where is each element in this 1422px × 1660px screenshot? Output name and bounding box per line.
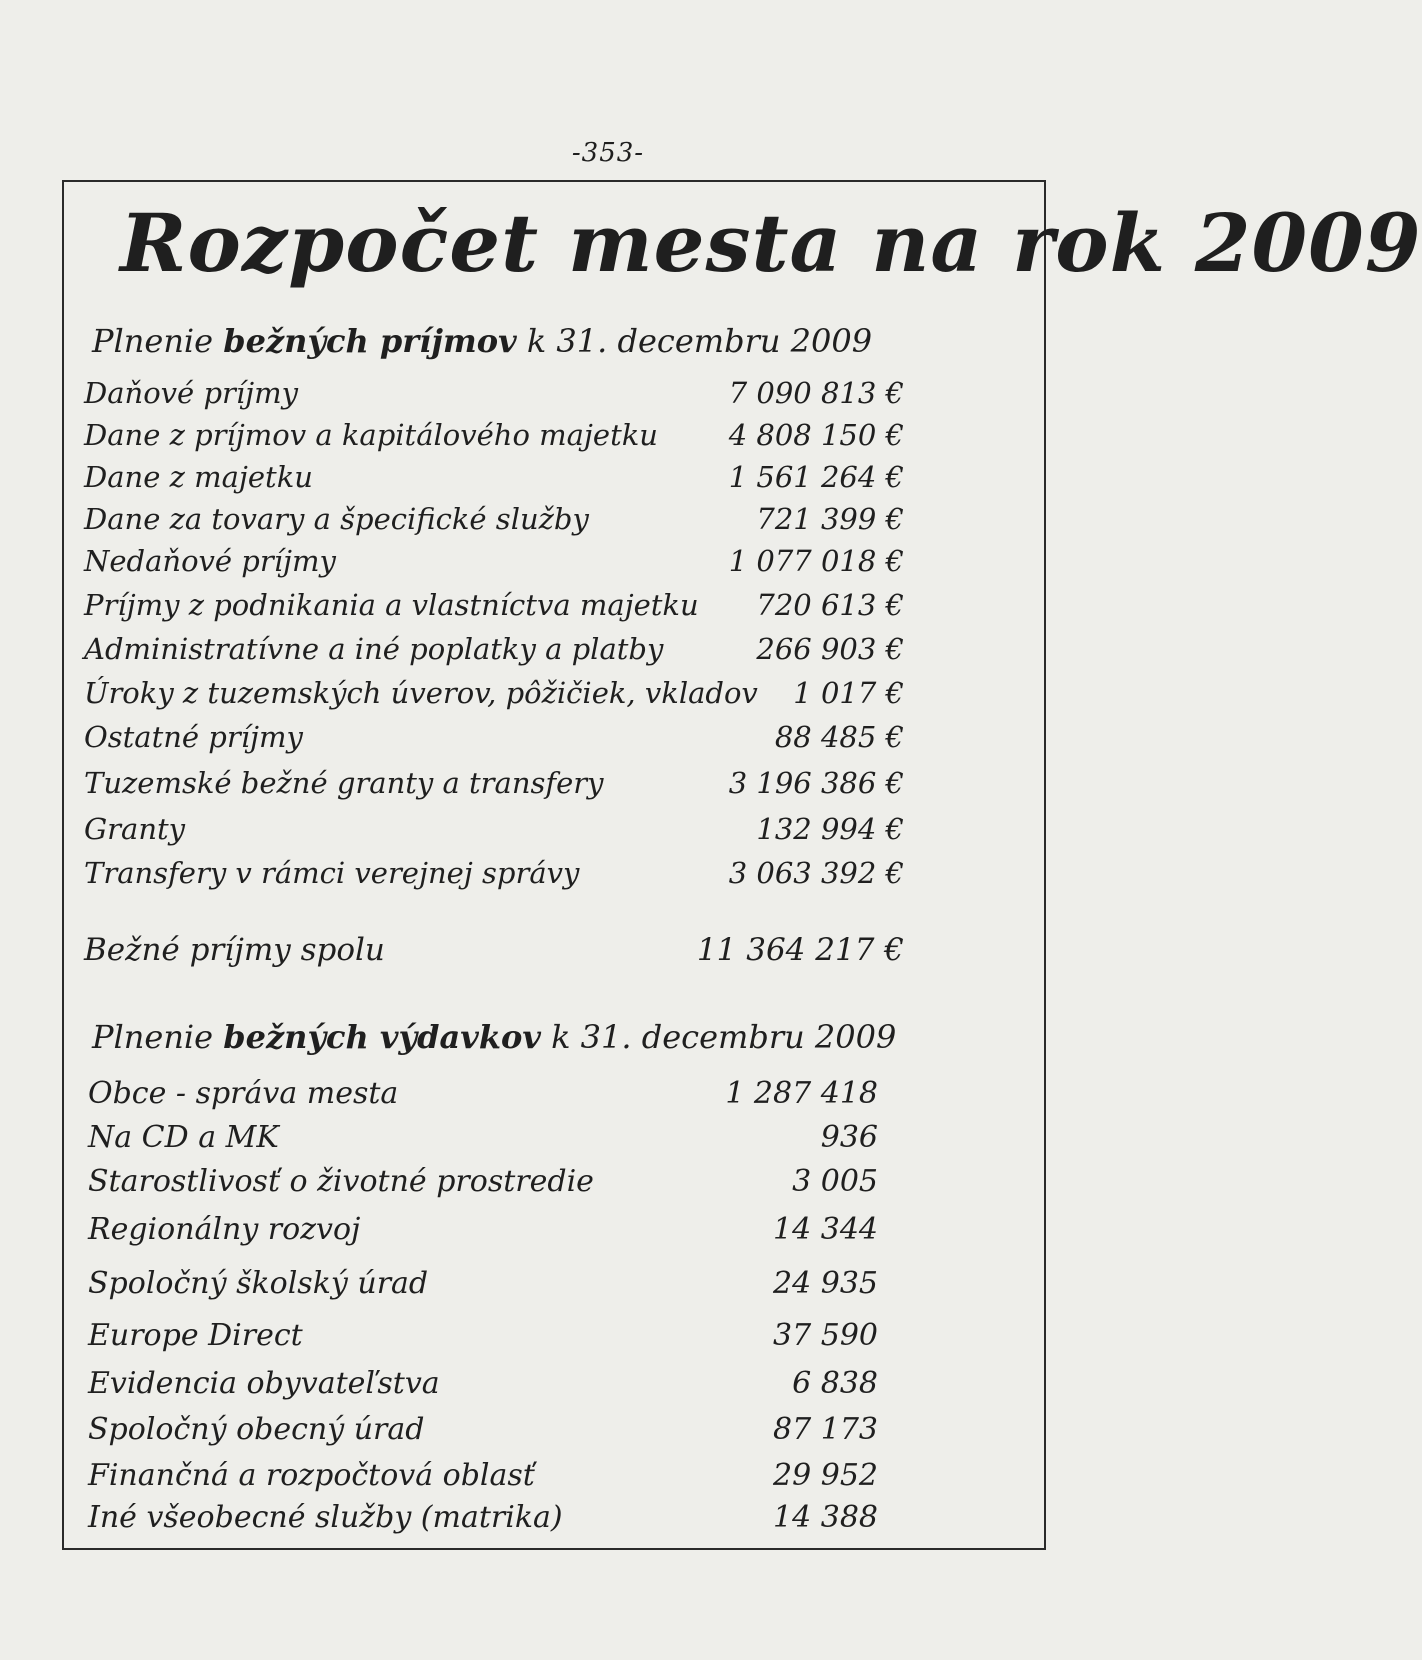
expenses-heading-bold: bežných výdavkov bbox=[223, 1018, 541, 1056]
expense-row bbox=[88, 1076, 878, 1116]
expense-value: 37 590 bbox=[773, 1318, 878, 1353]
expenses-heading-prefix: Plnenie bbox=[92, 1018, 214, 1056]
income-row bbox=[84, 856, 904, 896]
income-value: 266 903 € bbox=[756, 632, 904, 666]
expense-value: 87 173 bbox=[773, 1412, 878, 1447]
income-value: 3 063 392 € bbox=[728, 856, 904, 890]
expense-row bbox=[88, 1120, 878, 1160]
income-label: Príjmy z podnikania a vlastníctva majetku bbox=[84, 588, 699, 622]
expense-label: Europe Direct bbox=[88, 1318, 303, 1353]
income-value: 1 077 018 € bbox=[728, 544, 904, 578]
income-label: Administratívne a iné poplatky a platby bbox=[84, 632, 664, 666]
expense-label: Evidencia obyvateľstva bbox=[88, 1366, 440, 1401]
income-row bbox=[84, 632, 904, 672]
income-value: 132 994 € bbox=[756, 812, 904, 846]
income-label: Úroky z tuzemských úverov, pôžičiek, vkladov bbox=[84, 676, 758, 710]
income-total-value: 11 364 217 € bbox=[696, 932, 904, 968]
expense-label: Finančná a rozpočtová oblasť bbox=[88, 1458, 535, 1493]
income-label: Nedaňové príjmy bbox=[84, 544, 336, 578]
expense-row bbox=[88, 1458, 878, 1498]
expense-label: Regionálny rozvoj bbox=[88, 1212, 361, 1247]
page-number: -353- bbox=[571, 138, 645, 168]
expense-row bbox=[88, 1266, 878, 1306]
expense-row bbox=[88, 1318, 878, 1358]
expense-value: 6 838 bbox=[792, 1366, 878, 1401]
expense-value: 29 952 bbox=[773, 1458, 878, 1493]
income-row bbox=[84, 676, 904, 716]
expense-label: Spoločný obecný úrad bbox=[88, 1412, 425, 1447]
expense-row bbox=[88, 1500, 878, 1540]
expense-value: 24 935 bbox=[773, 1266, 878, 1301]
income-value: 1 017 € bbox=[793, 676, 904, 710]
expense-value: 1 287 418 bbox=[725, 1076, 878, 1111]
income-value: 88 485 € bbox=[774, 720, 904, 754]
expense-label: Spoločný školský úrad bbox=[88, 1266, 429, 1301]
income-row bbox=[84, 812, 904, 852]
income-label: Dane z majetku bbox=[84, 460, 313, 494]
expense-label: Iné všeobecné služby (matrika) bbox=[88, 1500, 563, 1535]
page-title: Rozpočet mesta na rok 2009 bbox=[120, 196, 1422, 290]
income-label: Granty bbox=[84, 812, 186, 846]
income-row bbox=[84, 418, 904, 458]
income-heading-prefix: Plnenie bbox=[92, 322, 214, 360]
income-row bbox=[84, 502, 904, 542]
expense-row bbox=[88, 1366, 878, 1406]
income-row bbox=[84, 376, 904, 416]
income-label: Transfery v rámci verejnej správy bbox=[84, 856, 580, 890]
income-label: Ostatné príjmy bbox=[84, 720, 303, 754]
expense-value: 14 388 bbox=[773, 1500, 878, 1535]
income-label: Daňové príjmy bbox=[84, 376, 299, 410]
expense-value: 3 005 bbox=[792, 1164, 878, 1199]
income-label: Tuzemské bežné granty a transfery bbox=[84, 766, 604, 800]
income-row bbox=[84, 544, 904, 584]
income-row bbox=[84, 766, 904, 806]
income-heading-bold: bežných príjmov bbox=[223, 322, 517, 360]
expenses-heading bbox=[92, 1018, 896, 1056]
expense-row bbox=[88, 1164, 878, 1204]
income-value: 721 399 € bbox=[756, 502, 904, 536]
expense-label: Obce - správa mesta bbox=[88, 1076, 399, 1111]
income-value: 1 561 264 € bbox=[728, 460, 904, 494]
income-total-row bbox=[84, 932, 904, 972]
expense-row bbox=[88, 1412, 878, 1452]
expense-row bbox=[88, 1212, 878, 1252]
income-row bbox=[84, 588, 904, 628]
income-value: 3 196 386 € bbox=[728, 766, 904, 800]
income-row bbox=[84, 720, 904, 760]
income-value: 720 613 € bbox=[756, 588, 904, 622]
expense-label: Na CD a MK bbox=[88, 1120, 279, 1155]
income-label: Dane z príjmov a kapitálového majetku bbox=[84, 418, 658, 452]
income-heading-suffix: k 31. decembru 2009 bbox=[526, 322, 873, 360]
expense-value: 936 bbox=[820, 1120, 878, 1155]
income-total-label: Bežné príjmy spolu bbox=[84, 932, 385, 968]
expenses-heading-suffix: k 31. decembru 2009 bbox=[551, 1018, 897, 1056]
income-value: 4 808 150 € bbox=[728, 418, 904, 452]
expense-label: Starostlivosť o životné prostredie bbox=[88, 1164, 594, 1199]
income-label: Dane za tovary a špecifické služby bbox=[84, 502, 589, 536]
expense-value: 14 344 bbox=[773, 1212, 878, 1247]
income-row bbox=[84, 460, 904, 500]
income-value: 7 090 813 € bbox=[728, 376, 904, 410]
income-heading bbox=[92, 322, 872, 360]
